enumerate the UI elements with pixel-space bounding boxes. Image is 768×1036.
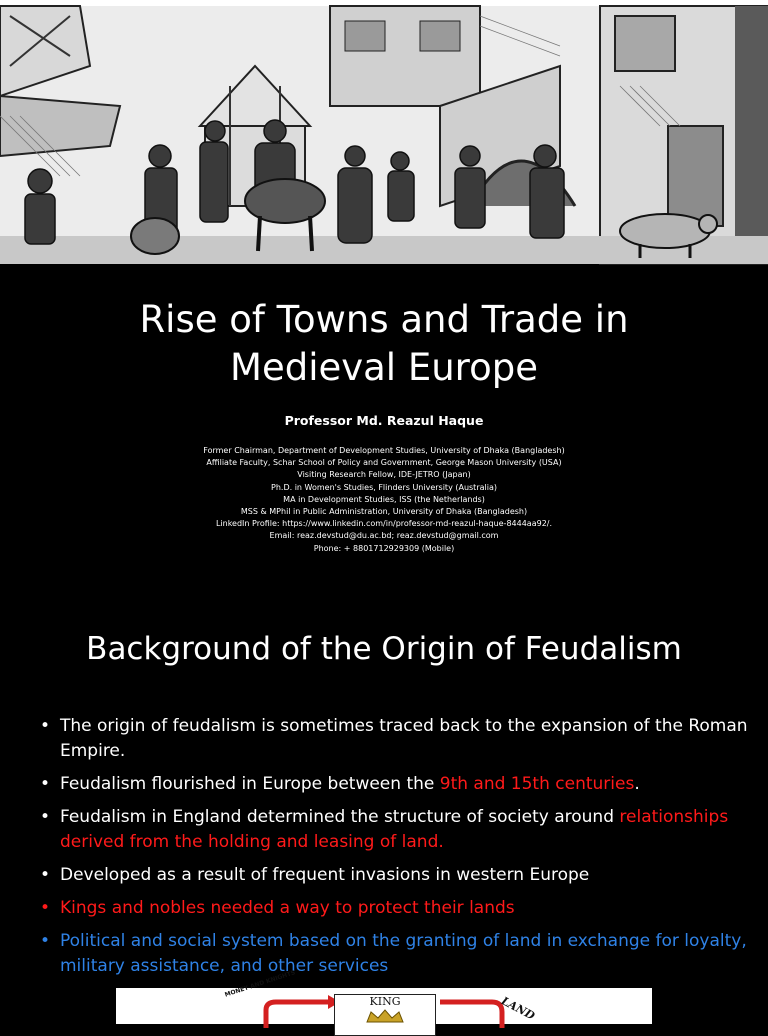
bullet-item — [40, 805, 752, 855]
bullet-text: Feudalism flourished in Europe between the — [60, 774, 440, 794]
bullet-text: Feudalism in England determined the structure of society around — [60, 807, 620, 827]
illustration-svg — [0, 6, 768, 264]
credential-line: Visiting Research Fellow, IDE-JETRO (Japan) — [297, 470, 471, 480]
king-box — [334, 994, 436, 1036]
medieval-town-illustration — [0, 6, 768, 264]
credential-line: MA in Development Studies, ISS (the Netherlands) — [283, 494, 485, 504]
bullet-list — [40, 714, 752, 987]
bullet-item — [40, 863, 752, 888]
bullet-item — [40, 896, 752, 921]
feudal-hierarchy-diagram — [116, 969, 652, 1024]
credential-line: Ph.D. in Women's Studies, Flinders University (Australia) — [271, 482, 497, 492]
email-line[interactable]: Email: reaz.devstud@du.ac.bd; reaz.devstud@gmail.com — [269, 531, 499, 541]
credential-line: Former Chairman, Department of Development Studies, University of Dhaka (Bangladesh) — [203, 446, 565, 455]
crown-icon — [365, 1009, 405, 1023]
presentation-title — [0, 296, 768, 392]
bullet-text: Kings and nobles needed a way to protect their lands — [60, 898, 515, 918]
linkedin-link[interactable]: LinkedIn Profile: https://www.linkedin.com/in/professor-md-reazul-haque-8444aa92/. — [215, 519, 553, 529]
phone-line: Phone: + 8801712929309 (Mobile) — [313, 543, 455, 553]
presenter-name: Professor Md. Reazul Haque — [284, 413, 484, 428]
title-line-2: Medieval Europe — [230, 346, 538, 389]
money-knights-label: MONEY AND KNIGHTS — [224, 969, 297, 999]
bullet-text: . — [634, 774, 640, 794]
credential-line: MSS & MPhil in Public Administration, University of Dhaka (Bangladesh) — [240, 507, 528, 517]
bullet-text: The origin of feudalism is sometimes traced back to the expansion of the Roman Empire. — [60, 716, 748, 761]
credential-line: Affiliate Faculty, Schar School of Policy and Government, George Mason University (USA) — [206, 458, 562, 468]
bullet-item — [40, 929, 752, 979]
highlight-text: relationships derived from the holding and leasing of land. — [60, 807, 729, 852]
highlight-text: 9th and 15th centuries — [439, 774, 635, 794]
land-label: LAND — [499, 994, 537, 1023]
bullet-item — [40, 772, 752, 797]
bullet-item — [40, 714, 752, 764]
slide-title: Background of the Origin of Feudalism — [86, 631, 682, 667]
bullet-text: Political and social system based on the granting of land in exchange for loyalty, military assistance, and other services — [60, 931, 747, 976]
presenter-credentials — [0, 445, 768, 555]
title-line-1: Rise of Towns and Trade in — [139, 298, 629, 341]
bullet-text: Developed as a result of frequent invasions in western Europe — [60, 865, 590, 885]
king-label: KING — [369, 995, 401, 1008]
